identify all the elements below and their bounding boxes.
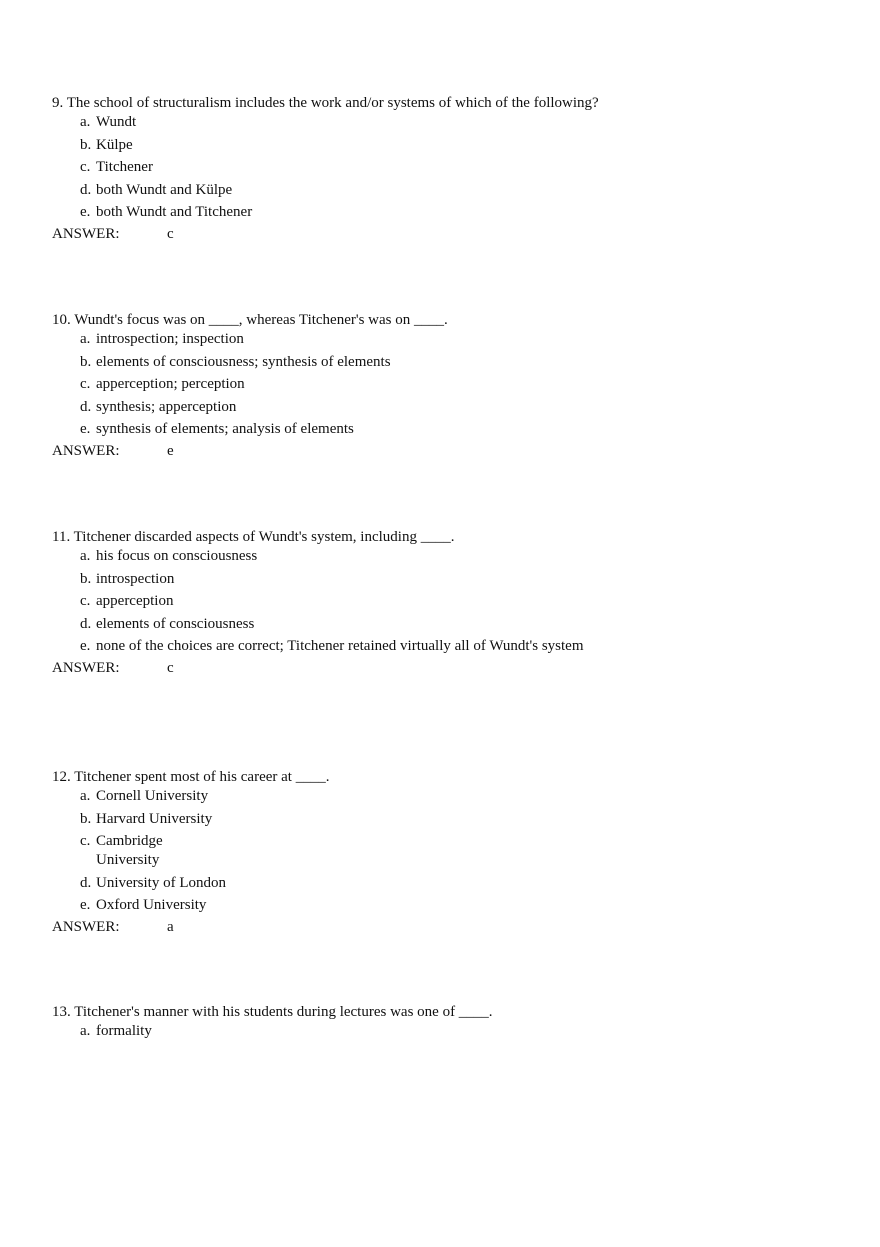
choice-letter: e. xyxy=(80,421,91,438)
choice-e xyxy=(52,637,852,656)
answer-value: a xyxy=(167,918,174,935)
choice-text: Wundt xyxy=(96,114,137,130)
choice-letter: e. xyxy=(80,204,91,221)
choice-a xyxy=(52,1022,852,1041)
choice-text: none of the choices are correct; Titchener retained virtually all of Wundt's system xyxy=(96,638,584,655)
choice-c xyxy=(52,592,852,611)
choice-b xyxy=(52,353,852,372)
choice-letter: a. xyxy=(80,548,91,564)
choice-letter: e. xyxy=(80,638,91,655)
choice-letter: a. xyxy=(80,788,91,804)
question-11 xyxy=(52,527,852,678)
choice-text: Harvard University xyxy=(96,810,213,827)
answer-line xyxy=(52,658,852,678)
question-13 xyxy=(52,1002,852,1045)
choice-text: Titchener xyxy=(96,159,153,176)
choice-b xyxy=(52,570,852,589)
choice-list xyxy=(52,1022,852,1041)
answer-value: e xyxy=(167,442,174,459)
choice-d xyxy=(52,181,852,200)
choice-text: both Wundt and Külpe xyxy=(96,181,233,198)
choice-letter: d. xyxy=(80,874,92,891)
choice-letter: a. xyxy=(80,114,91,130)
choice-letter: c. xyxy=(80,376,91,393)
question-text: 12. Titchener spent most of his career at ____. xyxy=(52,769,330,785)
answer-label: ANSWER: xyxy=(52,659,120,676)
answer-label: ANSWER: xyxy=(52,918,120,935)
answer-value: c xyxy=(167,225,174,242)
question-9 xyxy=(52,93,852,244)
choice-text: his focus on consciousness xyxy=(96,548,258,564)
choice-e xyxy=(52,896,852,915)
choice-letter: d. xyxy=(80,398,92,415)
choice-list xyxy=(52,787,852,915)
choice-c xyxy=(52,375,852,394)
choice-letter: b. xyxy=(80,810,92,827)
choice-text: apperception; perception xyxy=(96,376,245,393)
choice-text: Cornell University xyxy=(96,788,209,804)
answer-line xyxy=(52,441,852,461)
choice-b xyxy=(52,810,852,829)
choice-letter: a. xyxy=(80,331,91,347)
choice-a xyxy=(52,113,852,132)
choice-text: synthesis; apperception xyxy=(96,398,237,415)
choice-list xyxy=(52,547,852,656)
choice-text: apperception xyxy=(96,593,174,610)
choice-letter: c. xyxy=(80,593,91,610)
choice-d xyxy=(52,874,852,893)
choice-text: formality xyxy=(96,1023,152,1039)
choice-letter: e. xyxy=(80,897,91,914)
choice-text: introspection; inspection xyxy=(96,331,244,347)
choice-letter: c. xyxy=(80,159,91,176)
choice-e xyxy=(52,420,852,439)
choice-text: elements of consciousness xyxy=(96,615,255,632)
choice-a xyxy=(52,330,852,349)
choice-letter: b. xyxy=(80,570,92,587)
choice-b xyxy=(52,136,852,155)
choice-letter: d. xyxy=(80,615,92,632)
choice-text: introspection xyxy=(96,570,175,587)
choice-letter: a. xyxy=(80,1023,91,1039)
choice-text: Oxford University xyxy=(96,897,207,914)
question-text: 11. Titchener discarded aspects of Wundt's system, including ____. xyxy=(52,529,455,545)
question-text: 13. Titchener's manner with his students during lectures was one of ____. xyxy=(52,1004,493,1020)
choice-d xyxy=(52,615,852,634)
choice-text: synthesis of elements; analysis of elements xyxy=(96,421,354,438)
choice-text: Külpe xyxy=(96,136,133,153)
choice-letter: c. xyxy=(80,833,91,850)
choice-e xyxy=(52,203,852,222)
choice-list xyxy=(52,113,852,222)
choice-letter: b. xyxy=(80,353,92,370)
choice-letter: b. xyxy=(80,136,92,153)
choice-c xyxy=(52,158,852,177)
answer-label: ANSWER: xyxy=(52,442,120,459)
answer-line xyxy=(52,917,852,937)
choice-d xyxy=(52,398,852,417)
question-12 xyxy=(52,767,852,937)
choice-list xyxy=(52,330,852,439)
choice-text: elements of consciousness; synthesis of elements xyxy=(96,353,391,370)
question-10 xyxy=(52,310,852,461)
choice-c xyxy=(52,832,852,870)
answer-line xyxy=(52,224,852,244)
choice-text: University of London xyxy=(96,874,226,891)
choice-a xyxy=(52,547,852,566)
answer-label: ANSWER: xyxy=(52,225,120,242)
question-text: 10. Wundt's focus was on ____, whereas Titchener's was on ____. xyxy=(52,312,448,328)
choice-text: both Wundt and Titchener xyxy=(96,204,253,221)
question-text: 9. The school of structuralism includes the work and/or systems of which of the following? xyxy=(52,95,599,111)
answer-value: c xyxy=(167,659,174,676)
choice-text: Cambridge University xyxy=(96,833,163,869)
choice-letter: d. xyxy=(80,181,92,198)
choice-a xyxy=(52,787,852,806)
